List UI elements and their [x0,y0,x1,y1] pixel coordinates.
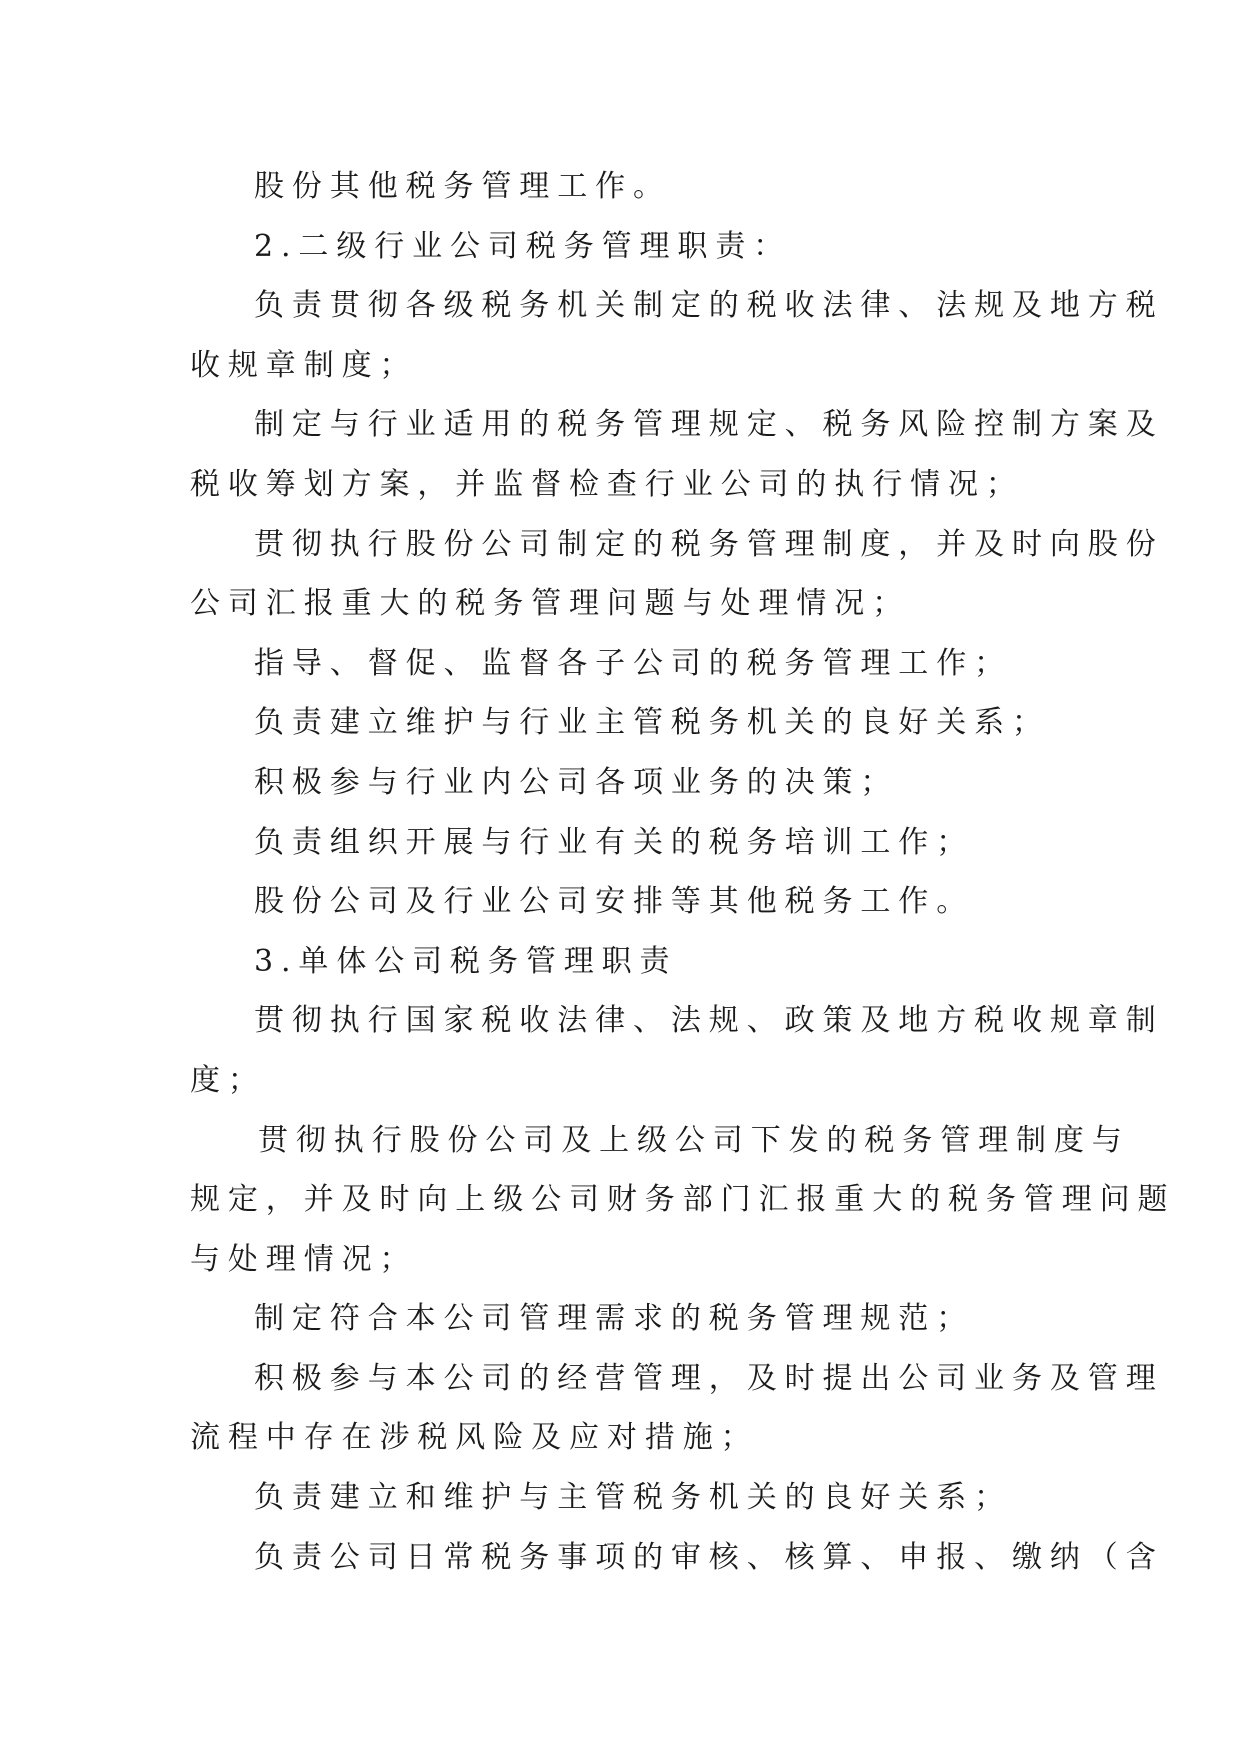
paragraph-line: 负责建立和维护与主管税务机关的良好关系； [254,1480,1012,1516]
paragraph-line: 贯彻执行股份公司制定的税务管理制度，并及时向股份 [254,526,1164,562]
paragraph-line: 积极参与本公司的经营管理，及时提出公司业务及管理 [254,1360,1164,1396]
paragraph-line: 规定，并及时向上级公司财务部门汇报重大的税务管理问题 [190,1182,1176,1218]
paragraph-line: 负责贯彻各级税务机关制定的税收法律、法规及地方税 [254,288,1164,324]
paragraph-line: 贯彻执行股份公司及上级公司下发的税务管理制度与 [258,1122,1130,1158]
paragraph-line: 负责公司日常税务事项的审核、核算、申报、缴纳（含 [254,1539,1164,1575]
paragraph-line: 股份其他税务管理工作。 [254,169,671,204]
paragraph-line: 贯彻执行国家税收法律、法规、政策及地方税收规章制 [254,1003,1164,1039]
paragraph-line: 制定与行业适用的税务管理规定、税务风险控制方案及 [254,407,1164,443]
paragraph-line: 负责组织开展与行业有关的税务培训工作； [254,824,975,860]
paragraph-line: 负责建立维护与行业主管税务机关的良好关系； [254,705,1050,741]
paragraph-line: 度； [190,1062,266,1098]
section-heading: 3.单体公司税务管理职责 [254,943,678,979]
paragraph-line: 指导、督促、监督各子公司的税务管理工作； [254,645,1012,681]
paragraph-line: 制定符合本公司管理需求的税务管理规范； [254,1301,975,1337]
paragraph-line: 与处理情况； [190,1241,418,1277]
section-heading: 2.二级行业公司税务管理职责： [254,228,792,264]
paragraph-line: 收规章制度； [190,347,418,383]
document-body [190,157,1176,1587]
paragraph-line: 公司汇报重大的税务管理问题与处理情况； [190,586,911,622]
paragraph-line: 税收筹划方案，并监督检查行业公司的执行情况； [190,466,1024,502]
paragraph-line: 股份公司及行业公司安排等其他税务工作。 [254,884,975,920]
paragraph-line: 积极参与行业内公司各项业务的决策； [254,764,899,800]
paragraph-line: 流程中存在涉税风险及应对措施； [190,1420,759,1456]
